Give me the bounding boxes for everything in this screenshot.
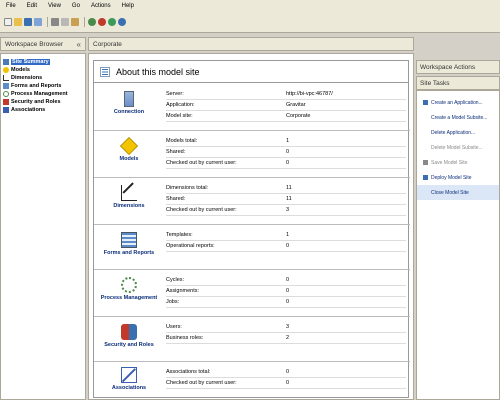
grid-icon[interactable] bbox=[34, 18, 42, 26]
section-models-label: Models bbox=[100, 138, 158, 162]
menu-view[interactable]: View bbox=[48, 3, 61, 9]
section-dimensions bbox=[94, 179, 410, 225]
tree-item-site-summary[interactable]: Site Summary bbox=[3, 58, 83, 66]
process-fields bbox=[166, 275, 406, 308]
security-icon bbox=[3, 99, 9, 105]
field-row: Checked out by current user: 0 bbox=[166, 158, 406, 169]
workspace-actions-header: Workspace Actions bbox=[416, 60, 500, 74]
section-process-management bbox=[94, 271, 410, 317]
cut-icon[interactable] bbox=[51, 18, 59, 26]
section-forms-and-reports bbox=[94, 226, 410, 270]
deploy-model-site-link[interactable]: Deploy Model Site bbox=[417, 170, 499, 185]
workspace-browser-title: Workspace Browser bbox=[5, 40, 64, 48]
close-model-site-link[interactable]: Close Model Site bbox=[417, 185, 499, 200]
dimensions-icon bbox=[121, 185, 137, 201]
save-icon[interactable] bbox=[24, 18, 32, 26]
tree-item-models[interactable]: Models bbox=[3, 66, 83, 74]
create-application-link[interactable]: Create an Application... bbox=[417, 95, 499, 110]
associations-icon bbox=[121, 367, 137, 383]
tree-item-forms-and-reports[interactable]: Forms and Reports bbox=[3, 82, 83, 90]
connection-icon bbox=[124, 91, 134, 107]
menu-bar bbox=[0, 0, 500, 12]
site-tasks-header[interactable]: Site Tasks bbox=[416, 76, 500, 90]
field-row: Business roles: 2 bbox=[166, 333, 406, 344]
field-row: Server: http://bi-vpc:46787/ bbox=[166, 89, 406, 100]
menu-go[interactable]: Go bbox=[71, 3, 80, 9]
associations-fields bbox=[166, 367, 406, 389]
about-panel bbox=[93, 60, 409, 398]
panel-title bbox=[94, 61, 408, 83]
collapse-chevron-icon[interactable]: « bbox=[76, 39, 81, 49]
field-row: Operational reports: 0 bbox=[166, 241, 406, 252]
tree-item-security-and-roles[interactable]: Security and Roles bbox=[3, 98, 83, 106]
save-icon bbox=[423, 160, 428, 165]
connection-fields bbox=[166, 89, 406, 122]
field-row: Checked out by current user: 3 bbox=[166, 205, 406, 216]
forms-fields bbox=[166, 230, 406, 252]
field-row: Jobs: 0 bbox=[166, 297, 406, 308]
panel-title-text: About this model site bbox=[116, 66, 200, 77]
forms-and-reports-icon bbox=[121, 232, 137, 248]
field-row: Templates: 1 bbox=[166, 230, 406, 241]
new-icon[interactable] bbox=[4, 18, 12, 26]
dimension-icon bbox=[3, 75, 9, 81]
field-row: Associations total: 0 bbox=[166, 367, 406, 378]
workspace-tree bbox=[0, 53, 86, 400]
paste-icon[interactable] bbox=[71, 18, 79, 26]
help-icon[interactable] bbox=[118, 18, 126, 26]
model-icon bbox=[3, 67, 9, 73]
toolbar-separator bbox=[47, 17, 48, 27]
site-tasks-list bbox=[416, 90, 500, 400]
back-icon[interactable] bbox=[88, 18, 96, 26]
create-model-subsite-link[interactable]: Create a Model Subsite... bbox=[417, 110, 499, 125]
forms-icon bbox=[3, 83, 9, 89]
section-associations bbox=[94, 363, 410, 399]
field-row: Dimensions total: 11 bbox=[166, 183, 406, 194]
section-associations-label: Associations bbox=[100, 367, 158, 391]
delete-application-link[interactable]: Delete Application... bbox=[417, 125, 499, 140]
save-model-site-link[interactable]: Save Model Site bbox=[417, 155, 499, 170]
field-row: Cycles: 0 bbox=[166, 275, 406, 286]
section-process-label: Process Management bbox=[100, 277, 158, 301]
section-dimensions-label: Dimensions bbox=[100, 185, 158, 209]
models-fields bbox=[166, 136, 406, 169]
section-security-and-roles bbox=[94, 318, 410, 362]
main-content bbox=[88, 53, 414, 400]
associations-icon bbox=[3, 107, 9, 113]
site-icon bbox=[3, 59, 9, 65]
delete-model-subsite-link[interactable]: Delete Model Subsite... bbox=[417, 140, 499, 155]
models-icon bbox=[120, 137, 138, 155]
field-row: Shared: 11 bbox=[166, 194, 406, 205]
list-icon bbox=[100, 67, 110, 77]
field-row: Checked out by current user: 0 bbox=[166, 378, 406, 389]
close-icon bbox=[423, 190, 428, 195]
tree-item-dimensions[interactable]: Dimensions bbox=[3, 74, 83, 82]
section-forms-label: Forms and Reports bbox=[100, 232, 158, 256]
workspace-browser-header bbox=[0, 37, 86, 51]
dimensions-fields bbox=[166, 183, 406, 216]
menu-help[interactable]: Help bbox=[121, 3, 134, 9]
menu-actions[interactable]: Actions bbox=[90, 3, 111, 9]
field-row: Model site: Corporate bbox=[166, 111, 406, 122]
tree-item-associations[interactable]: Associations bbox=[3, 106, 83, 114]
content-header: Corporate bbox=[88, 37, 414, 51]
section-security-label: Security and Roles bbox=[100, 324, 158, 348]
refresh-icon[interactable] bbox=[108, 18, 116, 26]
field-row: Models total: 1 bbox=[166, 136, 406, 147]
copy-icon[interactable] bbox=[61, 18, 69, 26]
open-icon[interactable] bbox=[14, 18, 22, 26]
toolbar bbox=[0, 12, 500, 33]
field-row: Assignments: 0 bbox=[166, 286, 406, 297]
section-models bbox=[94, 132, 410, 178]
process-management-icon bbox=[121, 277, 137, 293]
application-icon bbox=[423, 100, 428, 105]
tree-item-process-management[interactable]: Process Management bbox=[3, 90, 83, 98]
deploy-icon bbox=[423, 175, 428, 180]
subsite-icon bbox=[423, 115, 428, 120]
delete-icon bbox=[423, 130, 428, 135]
process-icon bbox=[3, 91, 9, 97]
field-row: Shared: 0 bbox=[166, 147, 406, 158]
security-and-roles-icon bbox=[121, 324, 137, 340]
stop-icon[interactable] bbox=[98, 18, 106, 26]
delete-subsite-icon bbox=[423, 145, 428, 150]
toolbar-separator bbox=[84, 17, 85, 27]
menu-edit[interactable]: Edit bbox=[26, 3, 38, 9]
menu-file[interactable]: File bbox=[6, 3, 16, 9]
section-connection-label: Connection bbox=[100, 91, 158, 115]
field-row: Users: 3 bbox=[166, 322, 406, 333]
field-row: Application: Gravitar bbox=[166, 100, 406, 111]
security-fields bbox=[166, 322, 406, 344]
section-connection bbox=[94, 85, 410, 131]
